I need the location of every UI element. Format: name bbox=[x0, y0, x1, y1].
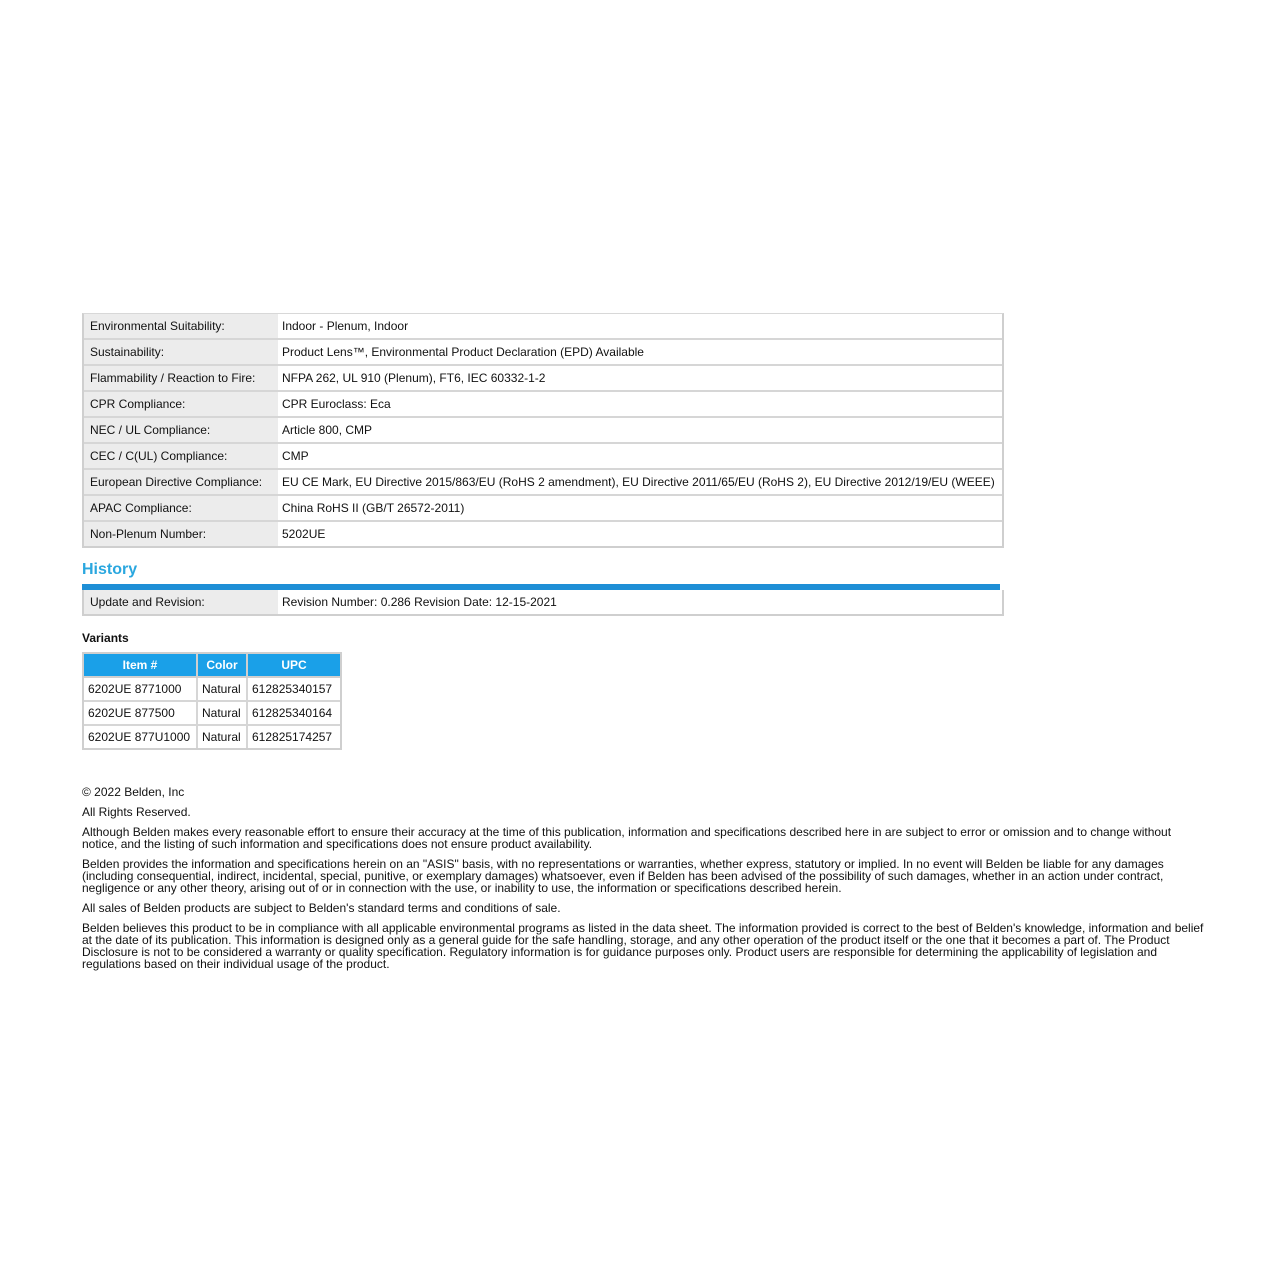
variants-table bbox=[82, 652, 342, 750]
spec-row bbox=[84, 496, 1002, 522]
disclaimer-terms: All sales of Belden products are subject to Belden's standard terms and conditions of sale. bbox=[82, 901, 561, 915]
table-row bbox=[84, 726, 340, 748]
rights-text: All Rights Reserved. bbox=[82, 805, 191, 819]
history-row bbox=[84, 590, 1002, 614]
disclaimer-accuracy: Although Belden makes every reasonable effort to ensure their accuracy at the time of this publication, information and specifications described here in are subject to error or omission and to change without notice, and the listing of such information and specifications does not ensure product availability. bbox=[82, 825, 1172, 851]
spec-value: CPR Euroclass: Eca bbox=[282, 397, 391, 411]
disclaimer-environmental: Belden believes this product to be in compliance with all applicable environmental programs as listed in the data sheet. The information provided is correct to the best of Belden's knowledge, information and belief at the date of its publication. This information is designed only as a general guide for the safe handling, storage, and any other operation of the product itself or the one that it becomes a part of. The Product Disclosure is not to be considered a warranty or quality specification. Regulatory information is for guidance purposes only. Product users are responsible for determining the applicability of legislation and regulations based on their individual usage of the product. bbox=[82, 921, 1204, 971]
spec-value: EU CE Mark, EU Directive 2015/863/EU (RoHS 2 amendment), EU Directive 2011/65/EU (RoHS 2), EU Directive 2012/19/EU (WEEE) bbox=[282, 475, 995, 489]
spec-value: 5202UE bbox=[282, 527, 326, 541]
spec-row bbox=[84, 418, 1002, 444]
column-header-upc: UPC bbox=[248, 654, 340, 678]
upc-cell: 612825174257 bbox=[252, 730, 333, 744]
spec-value: Indoor - Plenum, Indoor bbox=[282, 319, 409, 333]
history-label: Update and Revision: bbox=[84, 590, 278, 614]
color-cell: Natural bbox=[198, 726, 248, 748]
spec-value: NFPA 262, UL 910 (Plenum), FT6, IEC 60332-1-2 bbox=[282, 371, 546, 385]
specifications-table bbox=[82, 313, 1004, 548]
item-number-cell: 6202UE 877500 bbox=[84, 702, 198, 726]
column-header-color: Color bbox=[198, 654, 248, 678]
item-number-cell: 6202UE 877U1000 bbox=[84, 726, 198, 748]
upc-cell: 612825340164 bbox=[248, 702, 340, 726]
spec-row bbox=[84, 470, 1002, 496]
spec-row bbox=[84, 392, 1002, 418]
spec-row bbox=[84, 522, 1002, 546]
table-row bbox=[84, 678, 340, 702]
spec-label: CEC / C(UL) Compliance: bbox=[84, 444, 278, 468]
history-value: Revision Number: 0.286 Revision Date: 12-15-2021 bbox=[282, 595, 557, 609]
color-cell: Natural bbox=[198, 678, 248, 702]
datasheet-page bbox=[82, 313, 1212, 978]
spec-row bbox=[84, 340, 1002, 366]
variants-heading: Variants bbox=[82, 631, 129, 645]
table-row bbox=[84, 702, 340, 726]
spec-value: Article 800, CMP bbox=[282, 423, 373, 437]
spec-label: CPR Compliance: bbox=[84, 392, 278, 416]
history-table bbox=[82, 590, 1004, 616]
spec-label: Flammability / Reaction to Fire: bbox=[84, 366, 278, 390]
upc-cell: 612825340157 bbox=[248, 678, 340, 702]
spec-value: China RoHS II (GB/T 26572-2011) bbox=[282, 501, 465, 515]
spec-row bbox=[84, 314, 1002, 340]
item-number-cell: 6202UE 8771000 bbox=[84, 678, 198, 702]
legal-footer bbox=[82, 786, 1208, 970]
spec-row bbox=[84, 444, 1002, 470]
column-header-item: Item # bbox=[84, 654, 198, 678]
spec-row bbox=[84, 366, 1002, 392]
spec-label: Sustainability: bbox=[84, 340, 278, 364]
disclaimer-asis: Belden provides the information and specifications herein on an "ASIS" basis, with no representations or warranties, whether express, statutory or implied. In no event will Belden be liable for any damages (including consequential, indirect, incidental, special, punitive, or exemplary damages) whatsoever, even if Belden has been advised of the possibility of such damages, whether in an action under contract, negligence or any other theory, arising out of or in connection with the use, or inability to use, the information or specifications described herein. bbox=[82, 857, 1164, 895]
copyright-text: © 2022 Belden, Inc bbox=[82, 785, 185, 799]
color-cell: Natural bbox=[198, 702, 248, 726]
spec-label: APAC Compliance: bbox=[84, 496, 278, 520]
spec-value: Product Lens™, Environmental Product Declaration (EPD) Available bbox=[282, 345, 644, 359]
spec-value: CMP bbox=[282, 449, 309, 463]
spec-label: Environmental Suitability: bbox=[84, 314, 278, 338]
history-heading: History bbox=[82, 561, 138, 578]
variants-header-row bbox=[84, 654, 340, 678]
spec-label: NEC / UL Compliance: bbox=[84, 418, 278, 442]
spec-label: Non-Plenum Number: bbox=[84, 522, 278, 546]
spec-label: European Directive Compliance: bbox=[84, 470, 278, 494]
